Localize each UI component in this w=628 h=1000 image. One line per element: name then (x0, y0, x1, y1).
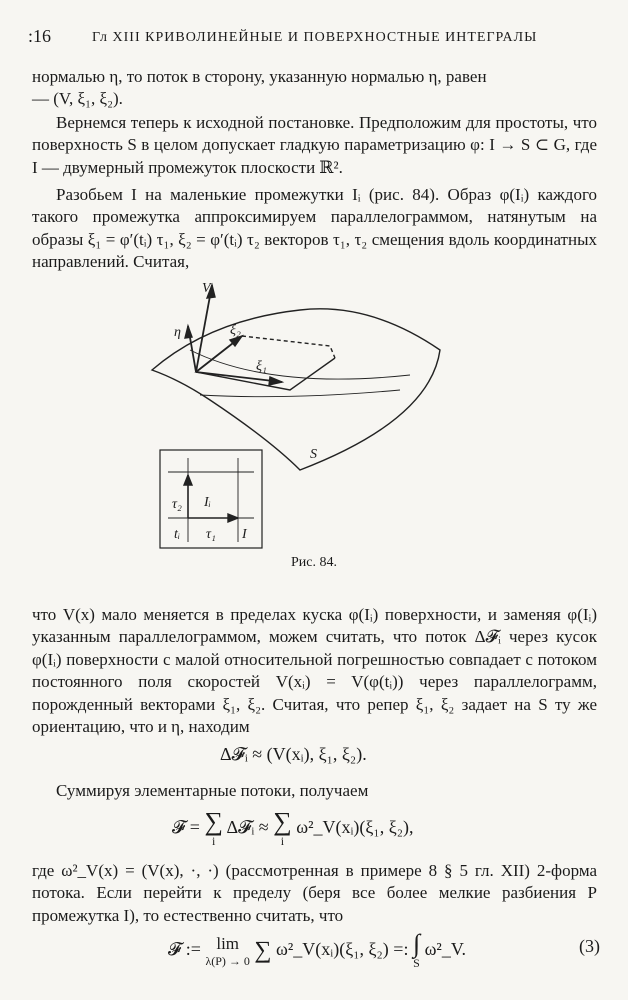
eq2-right: ω²_V(xᵢ)(ξ₁, ξ₂), (296, 817, 414, 838)
eq2-left: 𝓕 = (172, 817, 200, 838)
equation-3-number: (3) (579, 936, 600, 956)
paragraph-5 (32, 780, 597, 802)
equation-2 (172, 807, 414, 848)
label-xi2: ξ₂ (230, 323, 241, 338)
equation-3 (168, 929, 467, 970)
eq3-integral (412, 929, 421, 970)
paragraph-6 (32, 860, 597, 927)
arrow-xi1 (269, 377, 282, 385)
sum-symbol: ∑ (254, 937, 272, 964)
parallelogram-dashed (242, 336, 335, 358)
eq3-lim-sub: λ(P) → 0 (205, 954, 250, 968)
eq3-lim-word: lim (216, 934, 240, 953)
label-s: S (310, 447, 317, 462)
equation-1: Δ𝓕ᵢ ≈ (V(xᵢ), ξ₁, ξ₂). (220, 744, 367, 764)
paragraph-4-text: что V(x) мало меняется в пределах куска φ(Iᵢ) поверхности, и заменяя φ(Iᵢ) указанным параллелограммом, можем считать, что поток Δ𝓕ᵢ через кусок φ(Iᵢ) поверхности с малой относительной погрешностью совпадает с потоком постоянного поля скоростей V(xᵢ) = V(φ(tᵢ)) через параллелограмм, порожденный векторами ξ₁, ξ₂. Считая, что репер ξ₁, ξ₂ задает на S ту же ориентацию, что и η, находим (32, 605, 597, 737)
label-v: V (202, 281, 211, 296)
eq2-sum-1 (204, 807, 223, 848)
arrow-tau1 (228, 514, 238, 522)
label-i: I (242, 527, 247, 542)
eq3-left: 𝓕 := (168, 939, 201, 960)
surface-curve-2 (200, 390, 400, 397)
paragraph-1-line-2: — (V, ξ₁, ξ₂). (32, 89, 123, 109)
eq3-int-form: ω²_V. (424, 939, 467, 960)
page-header (28, 26, 608, 50)
surface-outline (152, 309, 440, 470)
arrow-eta (185, 326, 192, 338)
figure-84 (150, 280, 450, 560)
label-tau2: τ₂ (172, 497, 182, 512)
paragraph-2 (32, 112, 597, 179)
label-eta: η (174, 325, 181, 340)
paragraph-6-text: где ω²_V(x) = (V(x), ·, ·) (рассмотренная в примере 8 § 5 гл. XII) 2-форма потока. Если перейти к пределу (беря все более мелкие разбиения P промежутка I), то естественно считать, что (32, 861, 597, 925)
figure-caption: Рис. 84. (291, 555, 337, 570)
eq2-sum-2 (273, 807, 292, 848)
sum-symbol: ∑ (273, 807, 292, 836)
sum-symbol: ∑ (204, 807, 223, 836)
eq2-index-2: i (280, 834, 285, 848)
label-ii: Iᵢ (204, 495, 211, 510)
eq3-limit (205, 934, 249, 968)
eq3-int-sub: S (413, 956, 420, 970)
running-title: Гл XIII КРИВОЛИНЕЙНЫЕ И ПОВЕРХНОСТНЫЕ ИНТЕГРАЛЫ (92, 30, 538, 45)
eq2-mid: Δ𝓕ᵢ ≈ (226, 817, 269, 838)
paragraph-3 (32, 184, 597, 274)
eq2-index-1: i (212, 834, 216, 848)
label-ti: tᵢ (174, 527, 181, 542)
integral-symbol: ∫ (412, 929, 421, 958)
paragraph-3-text: Разобьем I на маленькие промежутки Iᵢ (рис. 84). Образ φ(Iᵢ) каждого такого промежутка аппроксимируем параллелограммом, натянутым на образы ξ₁ = φ′(tᵢ) τ₁, ξ₂ = φ′(tᵢ) τ₂ векторов τ₁, τ₂ смещения вдоль координатных направлений. Считая, (32, 185, 597, 272)
paragraph-5-text: Суммируя элементарные потоки, получаем (56, 781, 369, 800)
label-tau1: τ₁ (206, 527, 216, 542)
label-xi1: ξ₁ (256, 359, 267, 374)
eq3-right: ω²_V(xᵢ)(ξ₁, ξ₂) =: (276, 939, 409, 960)
paragraph-1 (32, 66, 597, 111)
paragraph-1-line-1: нормалью η, то поток в сторону, указанную нормалью η, равен (32, 67, 487, 86)
paragraph-4 (32, 604, 597, 738)
page-number: :16 (28, 26, 52, 46)
arrow-tau2 (184, 475, 192, 485)
paragraph-2-text: Вернемся теперь к исходной постановке. Предположим для простоты, что поверхность S в целом допускает гладкую параметризацию φ: I → S ⊂ G, где I — двумерный промежуток плоскости ℝ². (32, 113, 597, 177)
